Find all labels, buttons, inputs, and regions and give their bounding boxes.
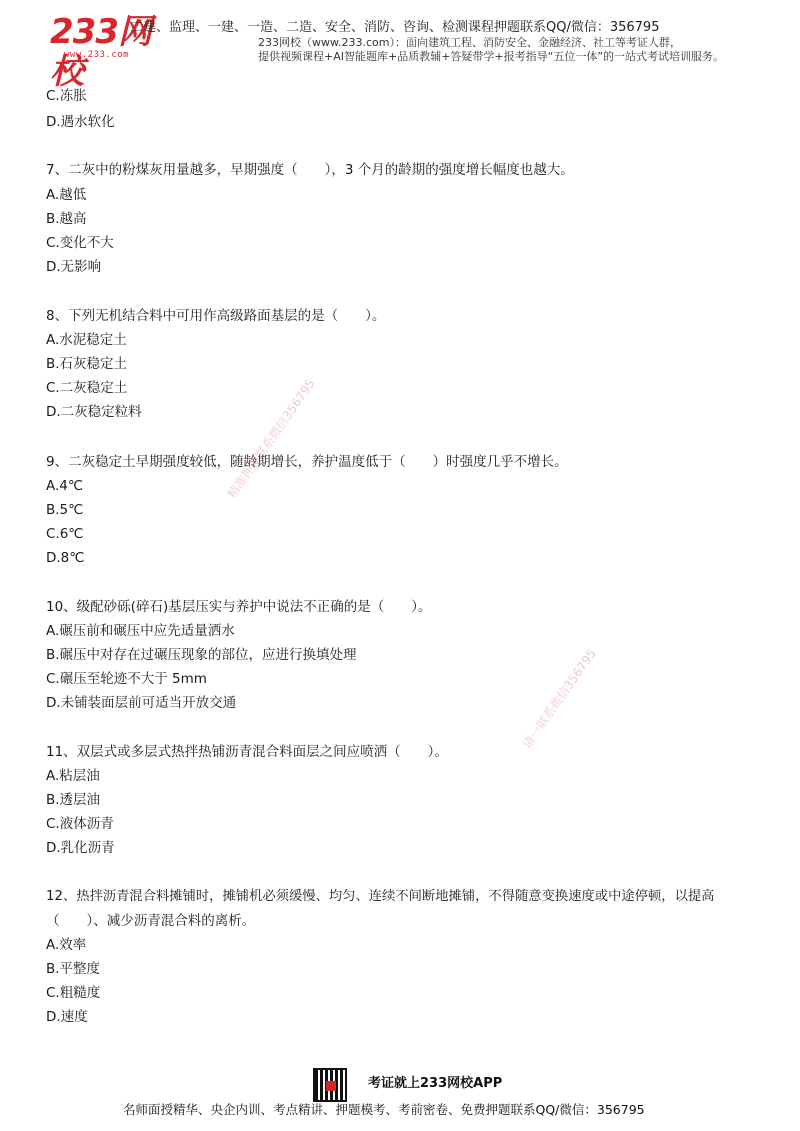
option-d: D.无影响 [46, 259, 102, 275]
logo-url: www.233.com [64, 50, 130, 60]
option-a: A.越低 [46, 187, 87, 203]
question-stem: 11、双层式或多层式热拌热铺沥青混合料面层之间应喷洒（ ）。 [46, 744, 448, 760]
option-a: A.效率 [46, 937, 87, 953]
header-contact-line: 二建、监理、一建、一造、二造、安全、消防、咨询、检测课程押题联系QQ/微信：356795 [130, 20, 660, 35]
option-b: B.石灰稳定土 [46, 356, 128, 372]
option-a: A.4℃ [46, 478, 84, 494]
option-d: D.未铺装面层前可适当开放交通 [46, 695, 237, 711]
question-stem: 7、二灰中的粉煤灰用量越多，早期强度（ ），3 个月的龄期的强度增长幅度也越大。 [46, 162, 574, 178]
option-a: A.碾压前和碾压中应先适量洒水 [46, 623, 235, 639]
qr-code-icon [313, 1068, 347, 1102]
option-d: D.二灰稳定粒料 [46, 404, 142, 420]
option-d: D.乳化沥青 [46, 840, 115, 856]
logo-wordmark: 233网校 [50, 12, 151, 92]
option-d: D.速度 [46, 1009, 88, 1025]
option-c: C.变化不大 [46, 235, 114, 251]
header-services-line: 提供视频课程+AI智能题库+品质教辅+答疑带学+报考指导“五位一体”的一站式考试培训服务。 [258, 50, 725, 63]
option-c: C.6℃ [46, 526, 84, 542]
page-header [0, 0, 800, 92]
option-c: C.碾压至轮迹不大于 5mm [46, 671, 207, 687]
option-d: D.8℃ [46, 550, 85, 566]
watermark: 精准押题联系微信356795 [224, 376, 318, 501]
option-b: B.碾压中对存在过碾压现象的部位，应进行换填处理 [46, 647, 357, 663]
option-b: B.平整度 [46, 961, 101, 977]
option-c: C.冻胀 [46, 88, 87, 104]
footer-contact-line: 名师面授精华、央企内训、考点精讲、押题模考、考前密卷、免费押题联系QQ/微信：356795 [123, 1102, 645, 1117]
question-stem-line-1: 12、热拌沥青混合料摊铺时，摊铺机必须缓慢、均匀、连续不间断地摊铺，不得随意变换速度或中途停顿，以提高 [46, 889, 715, 904]
option-c: C.粗糙度 [46, 985, 101, 1001]
question-stem: 8、下列无机结合料中可用作高级路面基层的是（ ）。 [46, 308, 386, 324]
option-c: C.二灰稳定土 [46, 380, 128, 396]
question-stem: 9、二灰稳定土早期强度较低，随龄期增长，养护温度低于（ ）时强度几乎不增长。 [46, 454, 568, 470]
page-footer [0, 1060, 800, 1131]
question-stem: 10、级配砂砾(碎石)基层压实与养护中说法不正确的是（ ）。 [46, 599, 432, 615]
header-description-line: 233网校（www.233.com）：面向建筑工程、消防安全、金融经济、社工等考证人群， [258, 36, 681, 49]
option-b: B.5℃ [46, 502, 84, 518]
option-d: D.遇水软化 [46, 114, 115, 130]
option-a: A.粘层油 [46, 768, 100, 784]
watermark: 请一联系微信356795 [519, 646, 599, 752]
app-promo-text: 考证就上233网校APP [368, 1076, 503, 1091]
option-b: B.透层油 [46, 792, 101, 808]
option-a: A.水泥稳定土 [46, 332, 127, 348]
question-stem-line-2: （ ）、减少沥青混合料的离析。 [46, 913, 256, 929]
option-c: C.液体沥青 [46, 816, 114, 832]
option-b: B.越高 [46, 211, 87, 227]
